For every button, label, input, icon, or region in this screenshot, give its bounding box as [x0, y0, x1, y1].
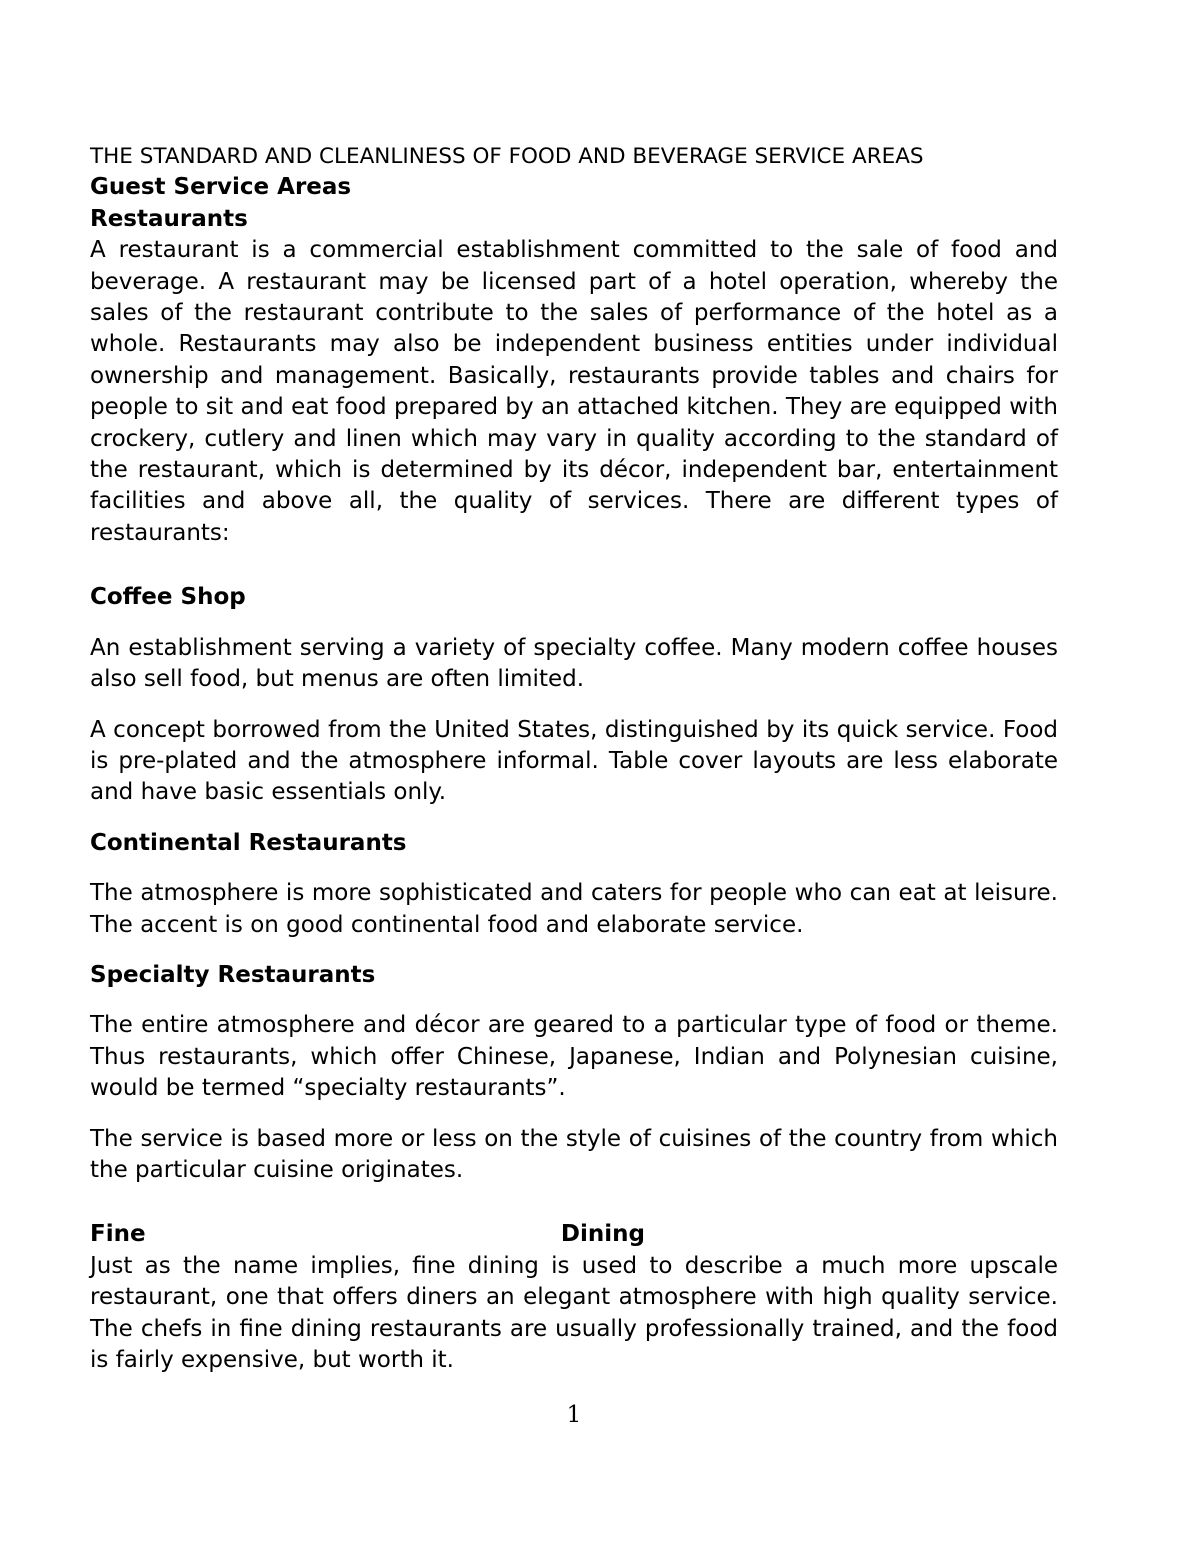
restaurants-heading: Restaurants — [90, 205, 248, 232]
fine-dining-paragraph: Just as the name implies, fine dining is used to describe a much more upscale restaurant, one that offers diners an elegant atmosphere with high quality service. The chefs in fine dining restaurants are usually professionally trained, and the food is fairly expensive, but worth it. — [90, 1252, 1058, 1373]
continental-heading: Continental Restaurants — [90, 829, 407, 856]
specialty-paragraph: The service is based more or less on the style of cuisines of the country from which the particular cuisine originates. — [90, 1125, 1058, 1183]
document-title: THE STANDARD AND CLEANLINESS OF FOOD AND BEVERAGE SERVICE AREAS — [90, 144, 924, 169]
continental-paragraph: The atmosphere is more sophisticated and caters for people who can eat at leisure. The accent is on good continental food and elaborate service. — [90, 880, 1058, 938]
fine-dining-heading-word: Fine — [90, 1221, 146, 1248]
fine-dining-heading — [90, 1219, 645, 1250]
document-page — [90, 141, 1058, 1376]
section-heading: Guest Service Areas — [90, 174, 352, 201]
coffee-shop-paragraph: A concept borrowed from the United States, distinguished by its quick service. Food is pre-plated and the atmosphere informal. Table cover layouts are less elaborate and have basic essentials only. — [90, 716, 1058, 806]
fine-dining-heading-word: Dining — [560, 1221, 645, 1248]
specialty-heading: Specialty Restaurants — [90, 961, 376, 988]
coffee-shop-paragraph: An establishment serving a variety of specialty coffee. Many modern coffee houses also sell food, but menus are often limited. — [90, 634, 1058, 693]
specialty-paragraph: The entire atmosphere and décor are geared to a particular type of food or theme. Thus restaurants, which offer Chinese, Japanese, Indian and Polynesian cuisine, would be termed “specialty restaurants”. — [90, 1012, 1058, 1102]
coffee-shop-heading: Coffee Shop — [90, 584, 246, 611]
restaurants-paragraph: A restaurant is a commercial establishment committed to the sale of food and beverage. A restaurant may be licensed part of a hotel operation, whereby the sales of the restaurant contribute to the sales of performance of the hotel as a whole. Restaurants may also be independent business entities under individual ownership and management. Basically, restaurants provide tables and chairs for people to sit and eat food prepared by an attached kitchen. They are equipped with crockery, cutlery and linen which may vary in quality according to the standard of the restaurant, which is determined by its décor, independent bar, entertainment facilities and above all, the quality of services. There are different types of restaurants: — [90, 237, 1058, 546]
page-number: 1 — [566, 1402, 582, 1428]
